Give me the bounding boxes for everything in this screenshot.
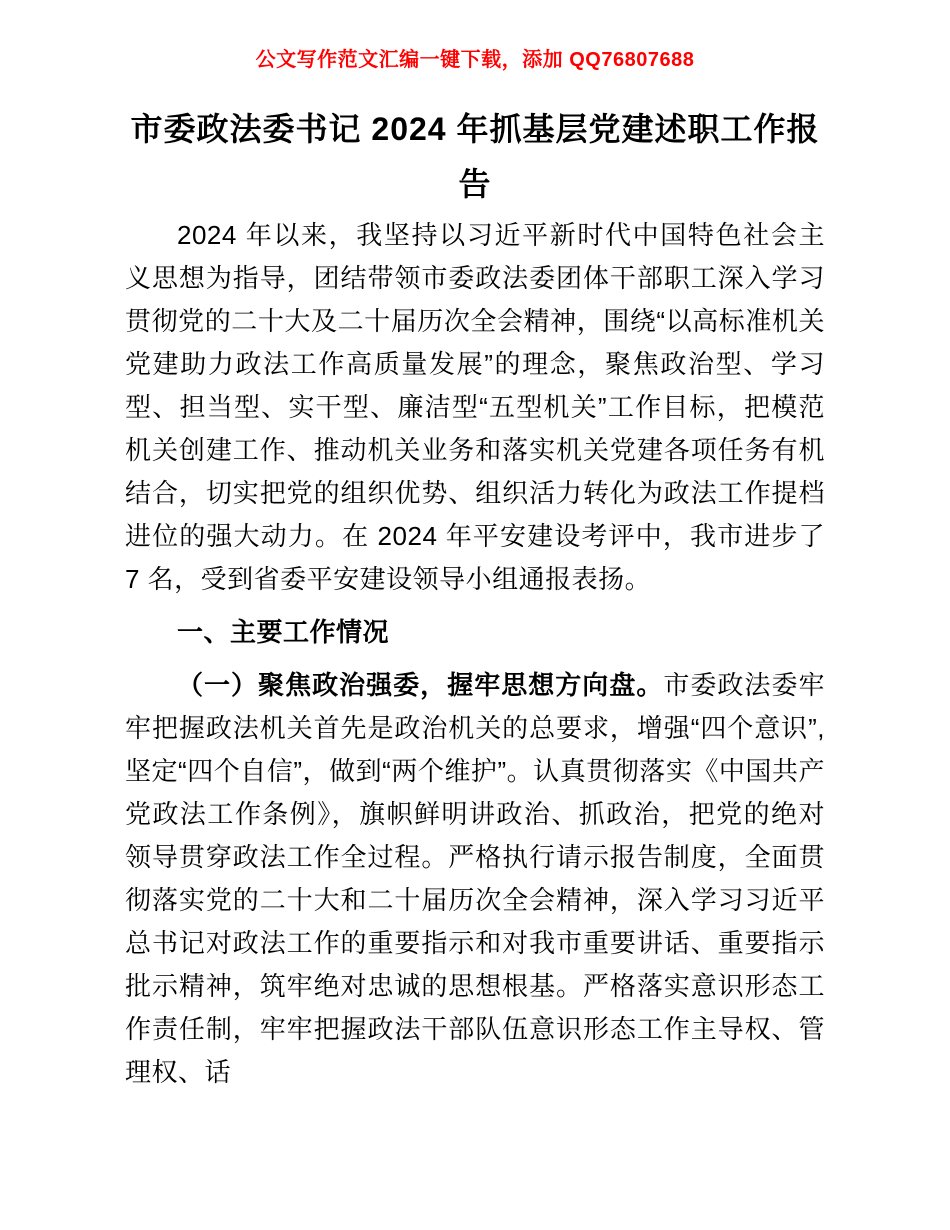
promo-notice: 公文写作范文汇编一键下载，添加 QQ76807688 <box>255 49 695 71</box>
subsection-text: 市委政法委牢牢把握政法机关首先是政治机关的总要求，增强“四个意识”,坚定“四个自信”，做到“两个维护”。认真贯彻落实《中国共产党政法工作条例》，旗帜鲜明讲政治、抓政治，把党的绝对领导贯穿政法工作全过程。严格执行请示报告制度，全面贯彻落实党的二十大和二十届历次全会精神，深入学习习近平总书记对政法工作的重要指示和对我市重要讲话、重要指示批示精神，筑牢绝对忠诚的思想根基。严格落实意识形态工作责任制，牢牢把握政法干部队伍意识形态工作主导权、管理权、话 <box>125 670 825 1087</box>
subsection-lead: （一）聚焦政治强委，握牢思想方向盘。 <box>177 670 664 700</box>
section-heading: 一、主要工作情况 <box>177 617 390 647</box>
intro-paragraph: 2024 年以来，我坚持以习近平新时代中国特色社会主义思想为指导，团结带领市委政法委团体干部职工深入学习贯彻党的二十大及二十届历次全会精神，围绕“以高标准机关党建助力政法工作高质量发展”的理念，聚焦政治型、学习型、担当型、实干型、廉洁型“五型机关”工作目标，把模范机关创建工作、推动机关业务和落实机关党建各项任务有机结合，切实把党的组织优势、组织活力转化为政法工作提档进位的强大动力。在 2024 年平安建设考评中，我市进步了 7 名，受到省委平安建设领导小组通报表扬。 <box>125 220 825 594</box>
document-title: 市委政法委书记 2024 年抓基层党建述职工作报告 <box>130 111 820 202</box>
subsection-paragraph <box>125 664 825 1094</box>
document-body <box>125 214 825 1094</box>
